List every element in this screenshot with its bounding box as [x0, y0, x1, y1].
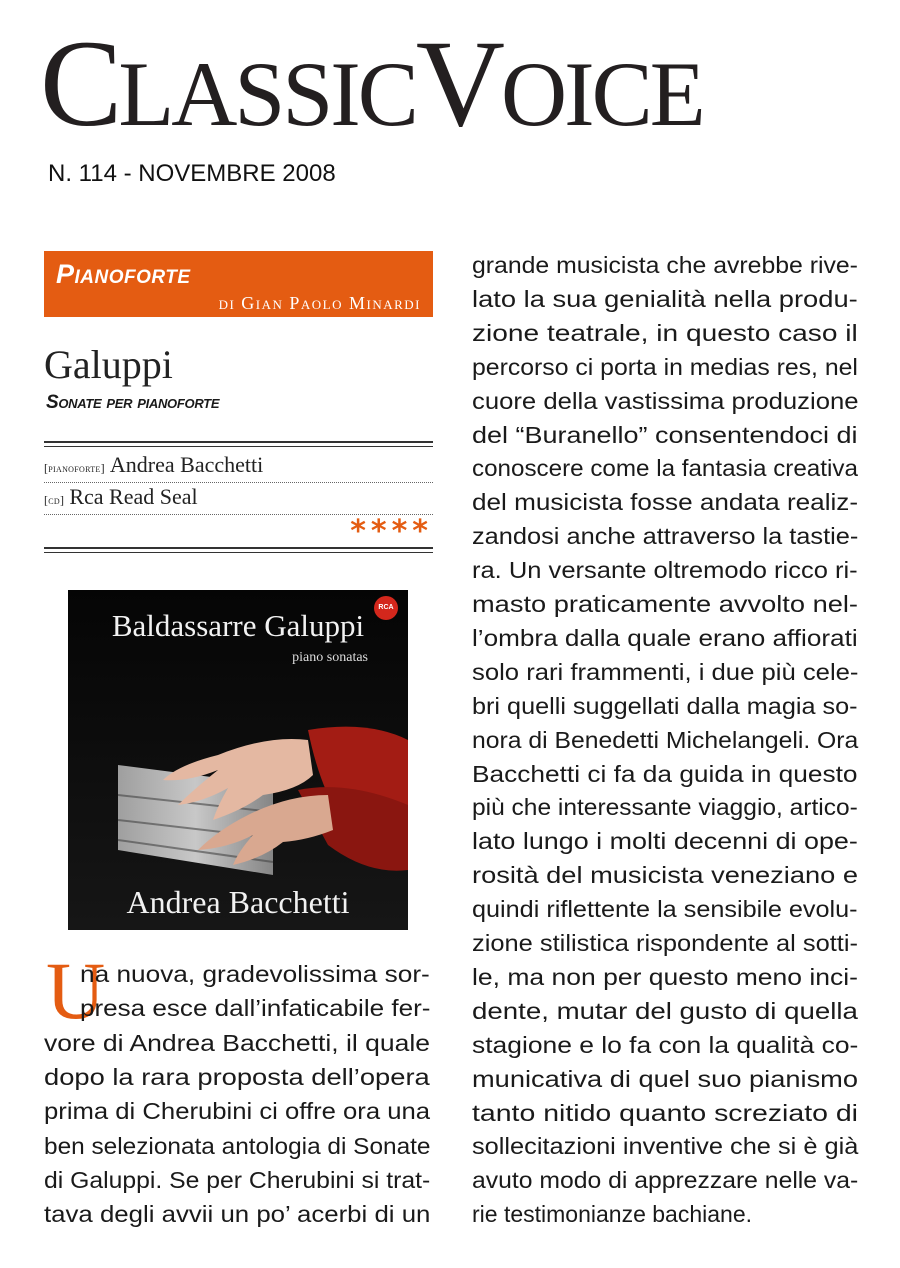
article-line: del “Buranello” consentendoci di: [472, 421, 858, 448]
article-line: rosità del musicista veneziano e: [472, 862, 858, 889]
article-line: municativa di quel suo pianismo: [472, 1065, 859, 1092]
article-line: stagione e lo fa con la qualità co-: [472, 1031, 859, 1058]
article-line: dopo la rara proposta dell’opera: [44, 1063, 430, 1090]
label-tag: [cd]: [44, 493, 65, 507]
cover-composer-name: Baldassarre Galuppi: [111, 608, 365, 643]
article-line: cuore della vastissima produzione: [472, 387, 859, 414]
issue-number: N. 114 - NOVEMBRE 2008: [48, 160, 336, 187]
article-line: conoscere come la fantasia creativa: [472, 455, 858, 482]
rca-logo: RCA: [374, 596, 398, 620]
article-line: zione teatrale, in questo caso il: [472, 319, 858, 346]
article-line: solo rari frammenti, i due più cele-: [472, 658, 859, 685]
article-line: le, ma non per questo meno inci-: [472, 963, 858, 990]
divider-bottom: [44, 547, 433, 553]
performer-tag: [pianoforte]: [44, 461, 105, 475]
masthead-word-lassic: LASSIC: [118, 43, 416, 145]
section-author: di Gian Paolo Minardi: [218, 293, 421, 313]
section-title: Pianoforte: [56, 259, 191, 289]
article-line: nora di Benedetti Michelangeli. Ora: [472, 726, 859, 753]
divider-top: [44, 441, 433, 447]
article-line: prima di Cherubini ci offre ora una: [44, 1098, 431, 1125]
cover-artist: Andrea Bacchetti: [126, 884, 350, 920]
article-line: ben selezionata antologia di Sonate: [44, 1132, 431, 1159]
article-line: zandosi anche attraverso la tastie-: [472, 523, 859, 550]
article-line: tanto nitido quanto screziato di: [472, 1099, 858, 1126]
article-line: del musicista fosse andata realiz-: [472, 489, 859, 516]
record-label: Rca Read Seal: [69, 484, 198, 509]
article-line: ra. Un versante oltremodo ricco ri-: [472, 557, 858, 584]
article-line: lato lungo i molti decenni di ope-: [472, 828, 858, 855]
article-line: rie testimonianze bachiane.: [472, 1201, 752, 1228]
article-line: più che interessante viaggio, artico-: [472, 794, 858, 821]
article-line: vore di Andrea Bacchetti, il quale: [44, 1029, 430, 1056]
article-line: percorso ci porta in medias res, nel: [472, 353, 858, 380]
drop-cap: U: [46, 945, 106, 1036]
article-line: Bacchetti ci fa da guida in questo: [472, 760, 858, 787]
divider-dotted-1: [44, 482, 433, 483]
article-line: tava degli avvii un po’ acerbi di un: [44, 1201, 431, 1228]
section-banner: [44, 251, 433, 317]
article-line: zione stilistica rispondente al sotti-: [472, 930, 858, 956]
article-line: bri quelli suggellati dalla magia so-: [472, 692, 858, 719]
article-line: quindi riflettente la sensibile evolu-: [472, 896, 858, 923]
performer-line: [44, 452, 263, 478]
article-line: na nuova, gradevolissima sor-: [80, 961, 430, 987]
article-line: masto praticamente avvolto nel-: [472, 591, 858, 617]
article-line: dente, mutar del gusto di quella: [472, 997, 858, 1024]
review-composer: Galuppi: [44, 342, 173, 387]
performer-name: Andrea Bacchetti: [109, 452, 264, 477]
article-line: grande musicista che avrebbe rive-: [472, 252, 858, 278]
article-line: avuto modo di apprezzare nelle va-: [472, 1167, 859, 1194]
masthead-initial-v: V: [415, 15, 502, 152]
article-line: di Galuppi. Se per Cherubini si trat-: [44, 1166, 431, 1193]
cover-subtitle: piano sonatas: [292, 650, 368, 665]
review-work-title: Sonate per pianoforte: [46, 392, 220, 413]
masthead-word-oice: OICE: [501, 43, 703, 145]
masthead-initial-c: C: [40, 15, 119, 152]
magazine-masthead: [40, 15, 866, 152]
article-line: presa esce dall’infaticabile fer-: [80, 995, 431, 1022]
article-line: l’ombra dalla quale erano affiorati: [472, 624, 858, 651]
label-line: [44, 484, 198, 510]
rating-stars: ****: [350, 514, 433, 549]
album-cover: [68, 590, 408, 930]
article-line: lato la sua genialità nella produ-: [472, 285, 858, 312]
article-line: sollecitazioni inventive che si è già: [472, 1133, 859, 1160]
